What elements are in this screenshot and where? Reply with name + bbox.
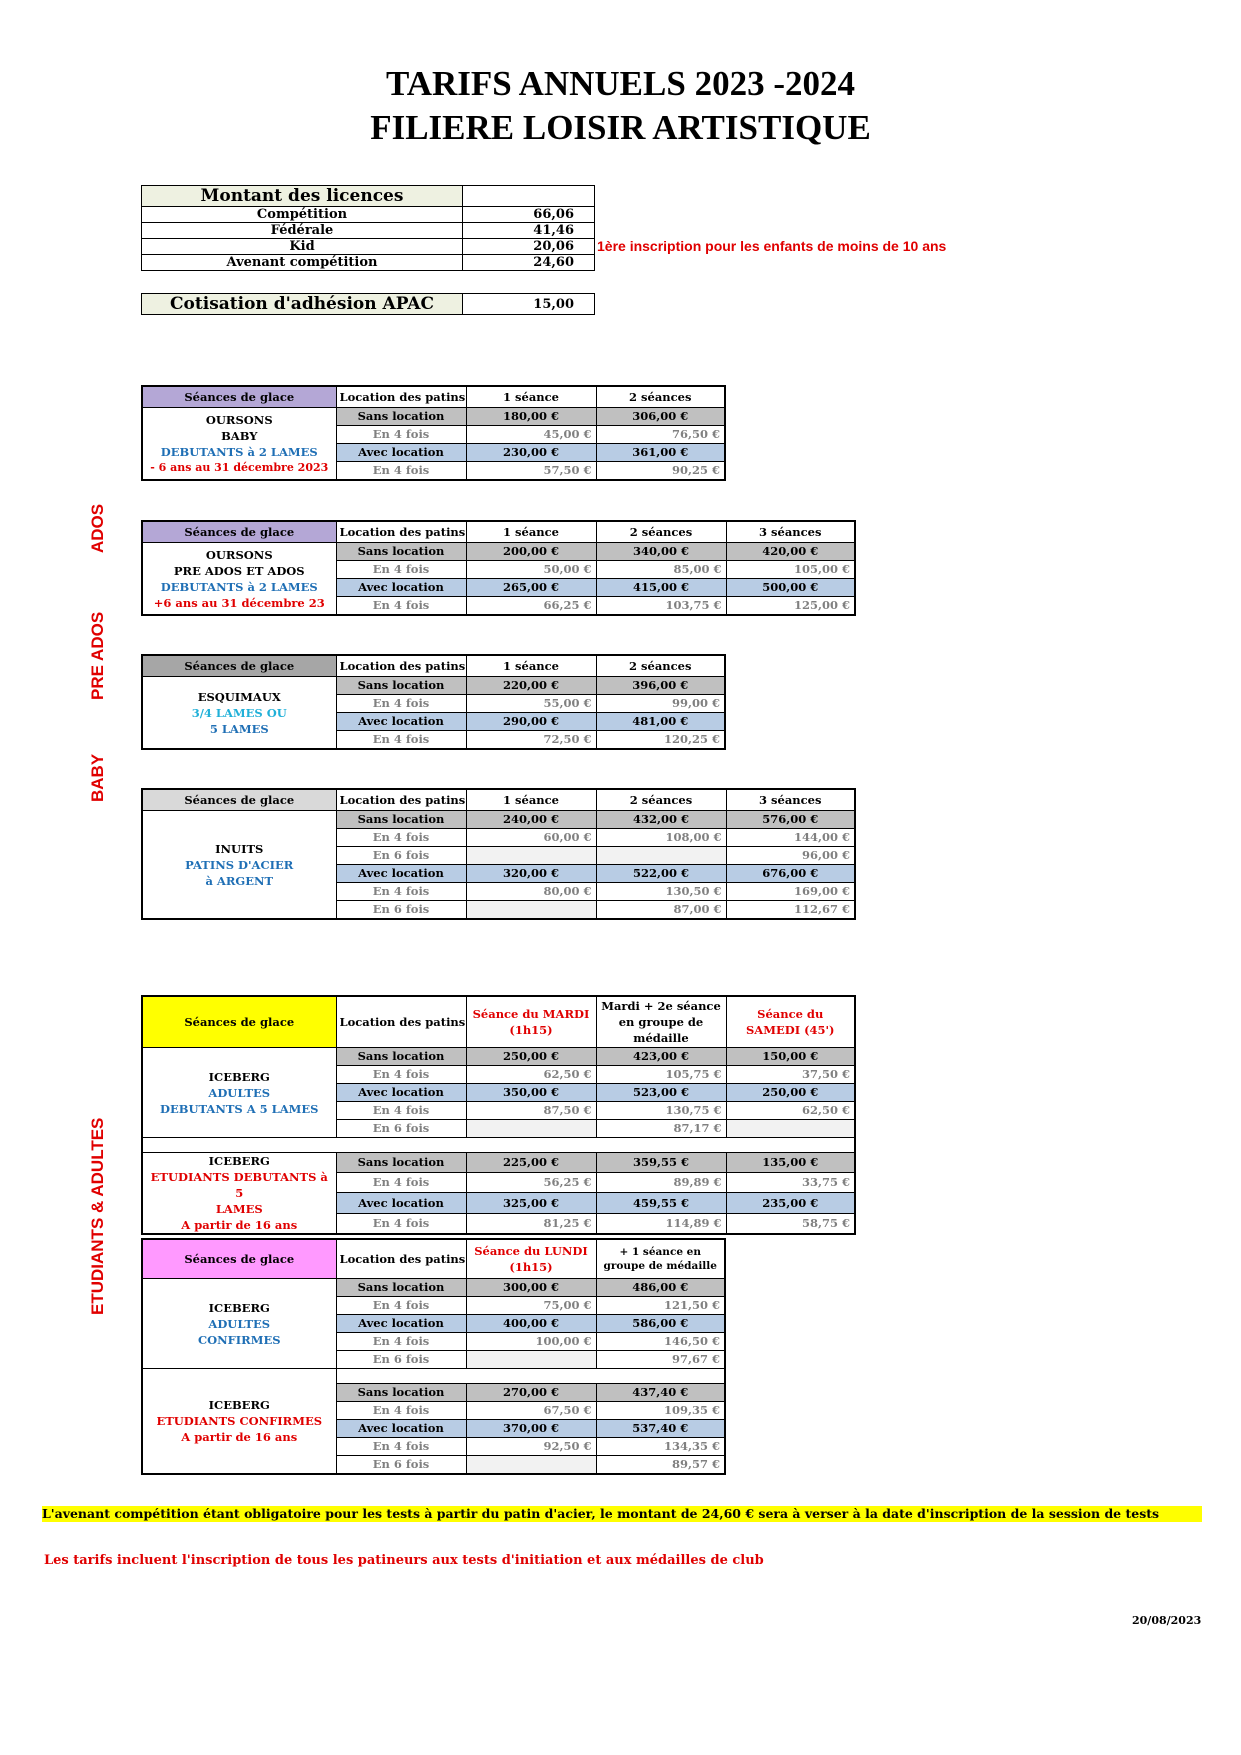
price-cell: 76,50 € bbox=[596, 426, 725, 444]
tarifs-note: Les tarifs incluent l'inscription de tous les patineurs aux tests d'initiation et aux médailles de club bbox=[44, 1553, 764, 1568]
seances-header: Séances de glace bbox=[142, 521, 336, 543]
price-cell: 396,00 € bbox=[596, 677, 725, 695]
group-cell: OURSONS PRE ADOS ET ADOS DEBUTANTS à 2 LAMES +6 ans au 31 décembre 23 bbox=[142, 543, 336, 616]
price-cell bbox=[466, 1120, 596, 1138]
price-cell: 220,00 € bbox=[466, 677, 596, 695]
side-label-baby: BABY bbox=[88, 753, 107, 802]
en-4-fois-label: En 4 fois bbox=[336, 561, 466, 579]
sans-location-label: Sans location bbox=[336, 1048, 466, 1066]
sans-location-label: Sans location bbox=[336, 543, 466, 561]
col-header: 3 séances bbox=[726, 789, 855, 811]
group-cell: OURSONS BABY DEBUTANTS à 2 LAMES - 6 ans au 31 décembre 2023 bbox=[142, 408, 336, 481]
price-cell: 72,50 € bbox=[466, 731, 596, 750]
price-cell: 586,00 € bbox=[596, 1315, 725, 1333]
group-cell: ICEBERG ETUDIANTS DEBUTANTS à 5 LAMES A partir de 16 ans bbox=[142, 1153, 336, 1235]
price-cell: 55,00 € bbox=[466, 695, 596, 713]
avec-location-label: Avec location bbox=[336, 865, 466, 883]
en-4-fois-label: En 4 fois bbox=[336, 883, 466, 901]
price-cell: 134,35 € bbox=[596, 1438, 725, 1456]
price-cell: 180,00 € bbox=[466, 408, 596, 426]
price-cell: 62,50 € bbox=[466, 1066, 596, 1084]
price-cell: 340,00 € bbox=[596, 543, 726, 561]
price-cell: 33,75 € bbox=[726, 1173, 855, 1193]
price-cell: 60,00 € bbox=[466, 829, 596, 847]
price-cell: 325,00 € bbox=[466, 1193, 596, 1213]
en-4-fois-label: En 4 fois bbox=[336, 695, 466, 713]
group-cell: INUITS PATINS D'ACIER à ARGENT bbox=[142, 811, 336, 920]
col-header: 2 séances bbox=[596, 789, 726, 811]
price-cell: 420,00 € bbox=[726, 543, 855, 561]
price-cell: 432,00 € bbox=[596, 811, 726, 829]
licence-value: 20,06 bbox=[463, 239, 595, 255]
price-cell bbox=[466, 847, 596, 865]
licence-label: Fédérale bbox=[142, 223, 463, 239]
seances-header: Séances de glace bbox=[142, 655, 336, 677]
price-cell: 96,00 € bbox=[726, 847, 855, 865]
group-cell: ESQUIMAUX 3/4 LAMES OU 5 LAMES bbox=[142, 677, 336, 750]
price-cell: 437,40 € bbox=[596, 1384, 725, 1402]
price-cell: 125,00 € bbox=[726, 597, 855, 616]
spacer-row bbox=[142, 1138, 855, 1153]
seances-header: Séances de glace bbox=[142, 789, 336, 811]
spacer-row bbox=[336, 1369, 725, 1384]
sans-location-label: Sans location bbox=[336, 1279, 466, 1297]
price-cell: 235,00 € bbox=[726, 1193, 855, 1213]
price-cell: 135,00 € bbox=[726, 1153, 855, 1173]
cotisation-label: Cotisation d'adhésion APAC bbox=[142, 294, 463, 315]
price-cell: 423,00 € bbox=[596, 1048, 726, 1066]
licence-label: Kid bbox=[142, 239, 463, 255]
avec-location-label: Avec location bbox=[336, 579, 466, 597]
avenant-note: L'avenant compétition étant obligatoire pour les tests à partir du patin d'acier, le montant de 24,60 € sera à verser à la date d'inscription de la session de tests bbox=[42, 1506, 1202, 1522]
price-cell: 67,50 € bbox=[466, 1402, 596, 1420]
seances-header: Séances de glace bbox=[142, 386, 336, 408]
price-cell: 144,00 € bbox=[726, 829, 855, 847]
avec-location-label: Avec location bbox=[336, 444, 466, 462]
price-cell: 89,57 € bbox=[596, 1456, 725, 1475]
price-cell: 92,50 € bbox=[466, 1438, 596, 1456]
price-cell: 87,50 € bbox=[466, 1102, 596, 1120]
price-cell: 105,75 € bbox=[596, 1066, 726, 1084]
price-cell: 87,00 € bbox=[596, 901, 726, 920]
en-4-fois-label: En 4 fois bbox=[336, 462, 466, 481]
price-cell: 320,00 € bbox=[466, 865, 596, 883]
col-header: Séance du SAMEDI (45') bbox=[726, 996, 855, 1048]
tarif-table-oursons-baby bbox=[141, 385, 726, 481]
tarif-table-oursons-ados bbox=[141, 520, 856, 616]
licences-header: Montant des licences bbox=[142, 186, 463, 207]
price-cell: 90,25 € bbox=[596, 462, 725, 481]
price-cell: 400,00 € bbox=[466, 1315, 596, 1333]
price-cell: 103,75 € bbox=[596, 597, 726, 616]
price-cell: 97,67 € bbox=[596, 1351, 725, 1369]
en-4-fois-label: En 4 fois bbox=[336, 426, 466, 444]
side-label-etudiants-adultes: ETUDIANTS & ADULTES bbox=[88, 1117, 107, 1315]
en-4-fois-label: En 4 fois bbox=[336, 1213, 466, 1234]
en-4-fois-label: En 4 fois bbox=[336, 1333, 466, 1351]
licences-table bbox=[141, 185, 595, 271]
licence-value: 66,06 bbox=[463, 207, 595, 223]
price-cell: 250,00 € bbox=[466, 1048, 596, 1066]
col-header: 1 séance bbox=[466, 789, 596, 811]
licence-value: 24,60 bbox=[463, 255, 595, 271]
price-cell bbox=[466, 1456, 596, 1475]
price-cell: 537,40 € bbox=[596, 1420, 725, 1438]
sans-location-label: Sans location bbox=[336, 408, 466, 426]
location-header: Location des patins bbox=[336, 386, 466, 408]
price-cell: 108,00 € bbox=[596, 829, 726, 847]
group-cell: ICEBERG ETUDIANTS CONFIRMES A partir de 16 ans bbox=[142, 1369, 336, 1475]
price-cell: 45,00 € bbox=[466, 426, 596, 444]
price-cell: 150,00 € bbox=[726, 1048, 855, 1066]
en-6-fois-label: En 6 fois bbox=[336, 901, 466, 920]
col-header: Mardi + 2e séance en groupe de médaille bbox=[596, 996, 726, 1048]
en-4-fois-label: En 4 fois bbox=[336, 1173, 466, 1193]
price-cell: 80,00 € bbox=[466, 883, 596, 901]
sans-location-label: Sans location bbox=[336, 1384, 466, 1402]
side-label-pre-ados: PRE ADOS bbox=[88, 611, 107, 700]
en-6-fois-label: En 6 fois bbox=[336, 1120, 466, 1138]
price-cell: 121,50 € bbox=[596, 1297, 725, 1315]
price-cell: 265,00 € bbox=[466, 579, 596, 597]
avec-location-label: Avec location bbox=[336, 1193, 466, 1213]
price-cell: 37,50 € bbox=[726, 1066, 855, 1084]
cotisation-table bbox=[141, 293, 595, 315]
price-cell: 109,35 € bbox=[596, 1402, 725, 1420]
location-header: Location des patins bbox=[336, 521, 466, 543]
price-cell: 486,00 € bbox=[596, 1279, 725, 1297]
price-cell: 112,67 € bbox=[726, 901, 855, 920]
price-cell: 85,00 € bbox=[596, 561, 726, 579]
side-label-ados: ADOS bbox=[88, 503, 107, 553]
price-cell: 481,00 € bbox=[596, 713, 725, 731]
price-cell: 56,25 € bbox=[466, 1173, 596, 1193]
group-cell: ICEBERG ADULTES CONFIRMES bbox=[142, 1279, 336, 1369]
price-cell: 57,50 € bbox=[466, 462, 596, 481]
en-4-fois-label: En 4 fois bbox=[336, 829, 466, 847]
price-cell: 120,25 € bbox=[596, 731, 725, 750]
price-cell: 81,25 € bbox=[466, 1213, 596, 1234]
price-cell: 225,00 € bbox=[466, 1153, 596, 1173]
price-cell: 300,00 € bbox=[466, 1279, 596, 1297]
price-cell bbox=[466, 1351, 596, 1369]
avec-location-label: Avec location bbox=[336, 1315, 466, 1333]
price-cell: 130,50 € bbox=[596, 883, 726, 901]
kid-note: 1ère inscription pour les enfants de moins de 10 ans bbox=[597, 238, 947, 254]
price-cell: 306,00 € bbox=[596, 408, 725, 426]
price-cell: 361,00 € bbox=[596, 444, 725, 462]
price-cell bbox=[596, 847, 726, 865]
col-header: Séance du LUNDI (1h15) bbox=[466, 1239, 596, 1279]
price-cell: 66,25 € bbox=[466, 597, 596, 616]
price-cell: 100,00 € bbox=[466, 1333, 596, 1351]
en-4-fois-label: En 4 fois bbox=[336, 1102, 466, 1120]
price-cell: 240,00 € bbox=[466, 811, 596, 829]
seances-header: Séances de glace bbox=[142, 996, 336, 1048]
price-cell: 146,50 € bbox=[596, 1333, 725, 1351]
col-header: 1 séance bbox=[466, 655, 596, 677]
avec-location-label: Avec location bbox=[336, 713, 466, 731]
price-cell: 50,00 € bbox=[466, 561, 596, 579]
licence-label: Compétition bbox=[142, 207, 463, 223]
document-date: 20/08/2023 bbox=[1132, 1614, 1202, 1627]
price-cell: 459,55 € bbox=[596, 1193, 726, 1213]
tarif-table-inuits bbox=[141, 788, 856, 920]
price-cell: 576,00 € bbox=[726, 811, 855, 829]
price-cell: 415,00 € bbox=[596, 579, 726, 597]
price-cell bbox=[466, 901, 596, 920]
tarif-table-iceberg-debutants bbox=[141, 995, 856, 1235]
avec-location-label: Avec location bbox=[336, 1084, 466, 1102]
price-cell: 270,00 € bbox=[466, 1384, 596, 1402]
price-cell: 522,00 € bbox=[596, 865, 726, 883]
price-cell: 359,55 € bbox=[596, 1153, 726, 1173]
cotisation-value: 15,00 bbox=[463, 294, 595, 315]
price-cell: 87,17 € bbox=[596, 1120, 726, 1138]
price-cell: 130,75 € bbox=[596, 1102, 726, 1120]
licence-label: Avenant compétition bbox=[142, 255, 463, 271]
col-header: 2 séances bbox=[596, 655, 725, 677]
en-6-fois-label: En 6 fois bbox=[336, 1351, 466, 1369]
location-header: Location des patins bbox=[336, 655, 466, 677]
tarif-table-esquimaux bbox=[141, 654, 726, 750]
col-header: + 1 séance en groupe de médaille bbox=[596, 1239, 725, 1279]
avec-location-label: Avec location bbox=[336, 1420, 466, 1438]
sans-location-label: Sans location bbox=[336, 1153, 466, 1173]
sans-location-label: Sans location bbox=[336, 811, 466, 829]
page-title: TARIFS ANNUELS 2023 -2024 bbox=[386, 64, 855, 103]
col-header: 2 séances bbox=[596, 386, 725, 408]
en-4-fois-label: En 4 fois bbox=[336, 1297, 466, 1315]
en-4-fois-label: En 4 fois bbox=[336, 1066, 466, 1084]
tarif-table-iceberg-confirmes bbox=[141, 1238, 726, 1475]
price-cell: 500,00 € bbox=[726, 579, 855, 597]
licence-value: 41,46 bbox=[463, 223, 595, 239]
seances-header: Séances de glace bbox=[142, 1239, 336, 1279]
price-cell: 290,00 € bbox=[466, 713, 596, 731]
price-cell: 114,89 € bbox=[596, 1213, 726, 1234]
en-4-fois-label: En 4 fois bbox=[336, 731, 466, 750]
sans-location-label: Sans location bbox=[336, 677, 466, 695]
en-4-fois-label: En 4 fois bbox=[336, 1402, 466, 1420]
price-cell: 89,89 € bbox=[596, 1173, 726, 1193]
en-4-fois-label: En 4 fois bbox=[336, 1438, 466, 1456]
price-cell: 200,00 € bbox=[466, 543, 596, 561]
col-header: 3 séances bbox=[726, 521, 855, 543]
col-header: 1 séance bbox=[466, 386, 596, 408]
price-cell: 370,00 € bbox=[466, 1420, 596, 1438]
price-cell: 105,00 € bbox=[726, 561, 855, 579]
price-cell: 62,50 € bbox=[726, 1102, 855, 1120]
price-cell: 58,75 € bbox=[726, 1213, 855, 1234]
location-header: Location des patins bbox=[336, 789, 466, 811]
en-6-fois-label: En 6 fois bbox=[336, 1456, 466, 1475]
price-cell: 350,00 € bbox=[466, 1084, 596, 1102]
en-6-fois-label: En 6 fois bbox=[336, 847, 466, 865]
en-4-fois-label: En 4 fois bbox=[336, 597, 466, 616]
price-cell: 250,00 € bbox=[726, 1084, 855, 1102]
col-header: 2 séances bbox=[596, 521, 726, 543]
price-cell: 99,00 € bbox=[596, 695, 725, 713]
group-cell: ICEBERG ADULTES DEBUTANTS A 5 LAMES bbox=[142, 1048, 336, 1138]
price-cell: 75,00 € bbox=[466, 1297, 596, 1315]
col-header: Séance du MARDI (1h15) bbox=[466, 996, 596, 1048]
price-cell: 169,00 € bbox=[726, 883, 855, 901]
location-header: Location des patins bbox=[336, 1239, 466, 1279]
page-subtitle: FILIERE LOISIR ARTISTIQUE bbox=[370, 108, 871, 147]
price-cell: 523,00 € bbox=[596, 1084, 726, 1102]
price-cell bbox=[726, 1120, 855, 1138]
price-cell: 676,00 € bbox=[726, 865, 855, 883]
col-header: 1 séance bbox=[466, 521, 596, 543]
location-header: Location des patins bbox=[336, 996, 466, 1048]
price-cell: 230,00 € bbox=[466, 444, 596, 462]
